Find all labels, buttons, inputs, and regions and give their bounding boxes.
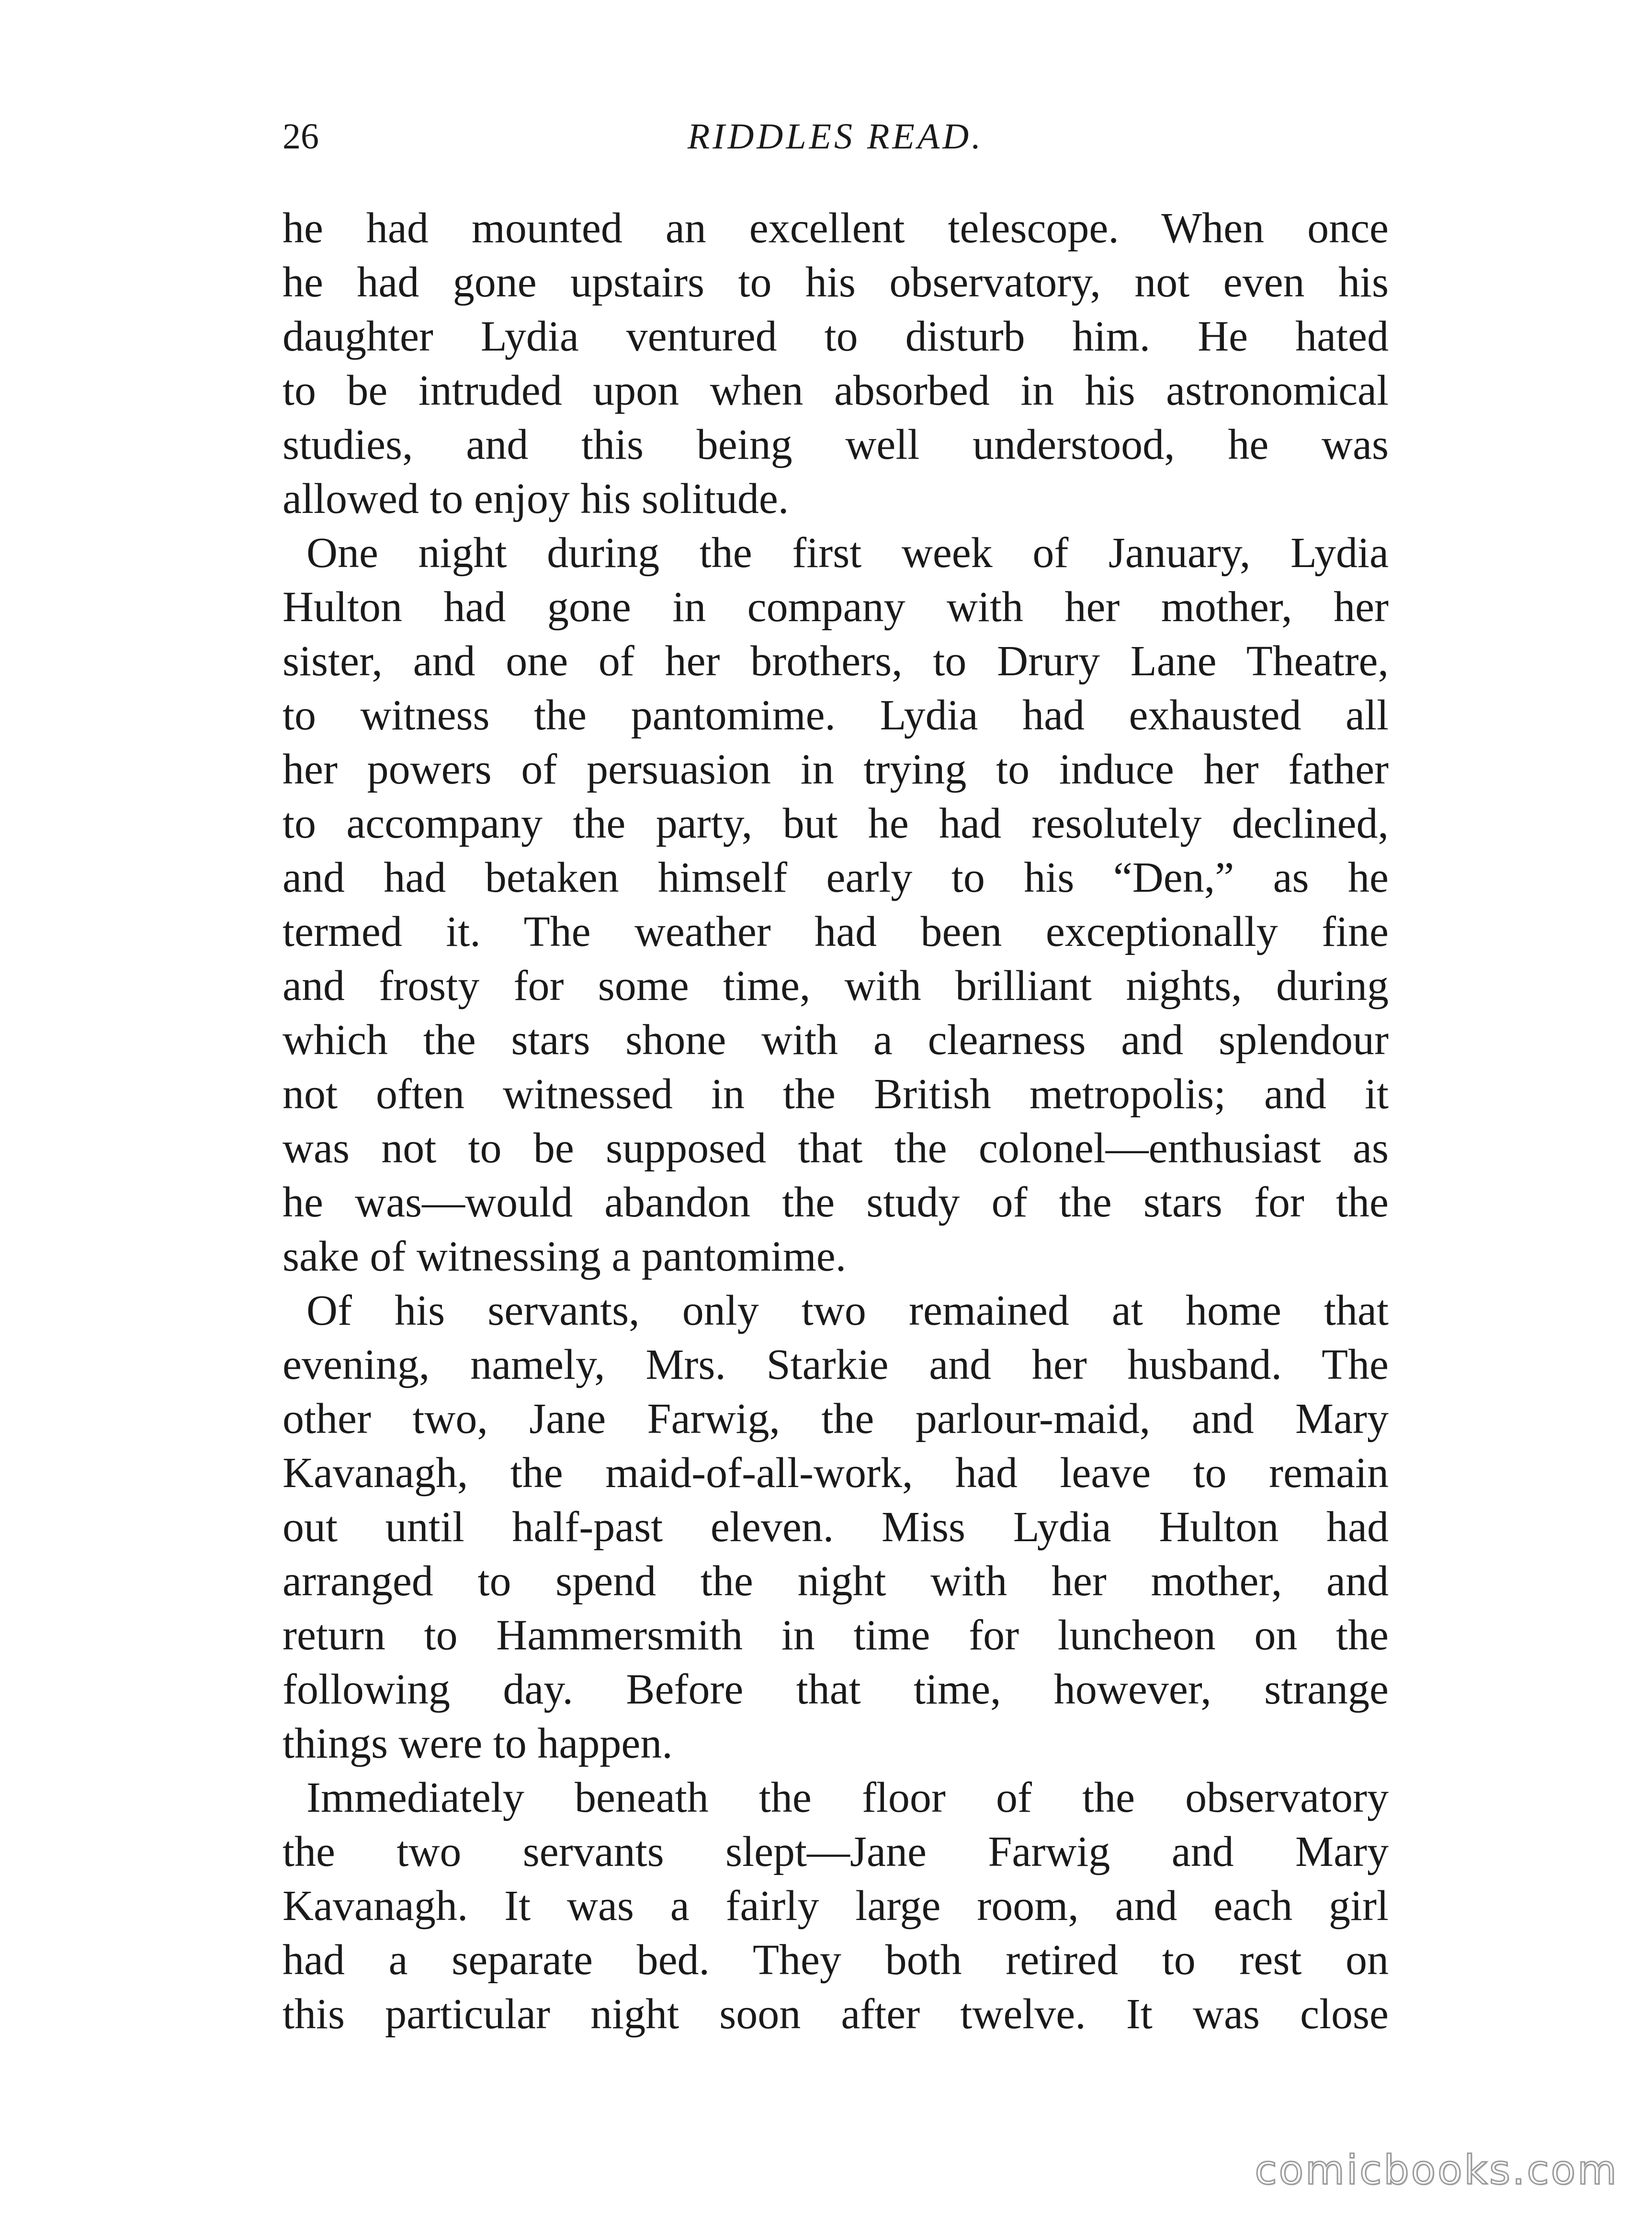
- text-line: the two servants slept—Jane Farwig and Mary: [283, 1828, 1389, 1875]
- running-title: RIDDLES READ.: [687, 116, 984, 157]
- text-line: this particular night soon after twelve. It was close: [283, 1990, 1389, 2038]
- text-line: her powers of persuasion in trying to induce her father: [283, 746, 1389, 793]
- text-line: to accompany the party, but he had resolutely declined,: [283, 800, 1389, 847]
- text-line: he had mounted an excellent telescope. When once: [283, 205, 1389, 252]
- text-line: allowed to enjoy his solitude.: [283, 475, 789, 523]
- text-line: daughter Lydia ventured to disturb him. He hated: [283, 313, 1389, 360]
- text-line: return to Hammersmith in time for luncheon on the: [283, 1612, 1389, 1659]
- text-line: to witness the pantomime. Lydia had exhausted all: [283, 692, 1389, 739]
- body-text: [283, 201, 1389, 2041]
- text-line: and frosty for some time, with brilliant nights, during: [283, 962, 1389, 1010]
- text-line: things were to happen.: [283, 1720, 673, 1767]
- text-line: Hulton had gone in company with her mother, her: [283, 583, 1389, 631]
- text-line: Immediately beneath the floor of the observatory: [306, 1774, 1389, 1821]
- text-line: sister, and one of her brothers, to Drury Lane Theatre,: [283, 637, 1389, 685]
- text-line: was not to be supposed that the colonel—enthusiast as: [283, 1125, 1389, 1172]
- text-line: sake of witnessing a pantomime.: [283, 1233, 847, 1280]
- text-line: evening, namely, Mrs. Starkie and her husband. The: [283, 1341, 1389, 1388]
- text-line: following day. Before that time, however, strange: [283, 1666, 1389, 1713]
- text-line: other two, Jane Farwig, the parlour-maid, and Mary: [283, 1395, 1389, 1443]
- text-line: studies, and this being well understood, he was: [283, 421, 1389, 468]
- text-line: he was—would abandon the study of the stars for the: [283, 1179, 1389, 1226]
- page-number: 26: [283, 116, 319, 157]
- watermark: comicbooks.com: [1255, 2147, 1618, 2193]
- text-line: not often witnessed in the British metropolis; and it: [283, 1070, 1389, 1118]
- text-line: Of his servants, only two remained at home that: [306, 1287, 1389, 1334]
- text-line: Kavanagh. It was a fairly large room, and each girl: [283, 1882, 1389, 1930]
- text-line: had a separate bed. They both retired to rest on: [283, 1936, 1389, 1984]
- text-line: Kavanagh, the maid-of-all-work, had leave to remain: [283, 1449, 1389, 1497]
- text-line: termed it. The weather had been exceptionally fine: [283, 908, 1389, 955]
- text-line: arranged to spend the night with her mother, and: [283, 1557, 1389, 1605]
- text-line: and had betaken himself early to his “Den,” as he: [283, 854, 1389, 901]
- text-line: to be intruded upon when absorbed in his astronomical: [283, 367, 1389, 414]
- running-head: [283, 113, 1389, 160]
- text-line: he had gone upstairs to his observatory, not even his: [283, 259, 1389, 306]
- text-line: which the stars shone with a clearness and splendour: [283, 1016, 1389, 1064]
- text-line: One night during the first week of January, Lydia: [306, 529, 1389, 577]
- text-line: out until half-past eleven. Miss Lydia Hulton had: [283, 1503, 1389, 1551]
